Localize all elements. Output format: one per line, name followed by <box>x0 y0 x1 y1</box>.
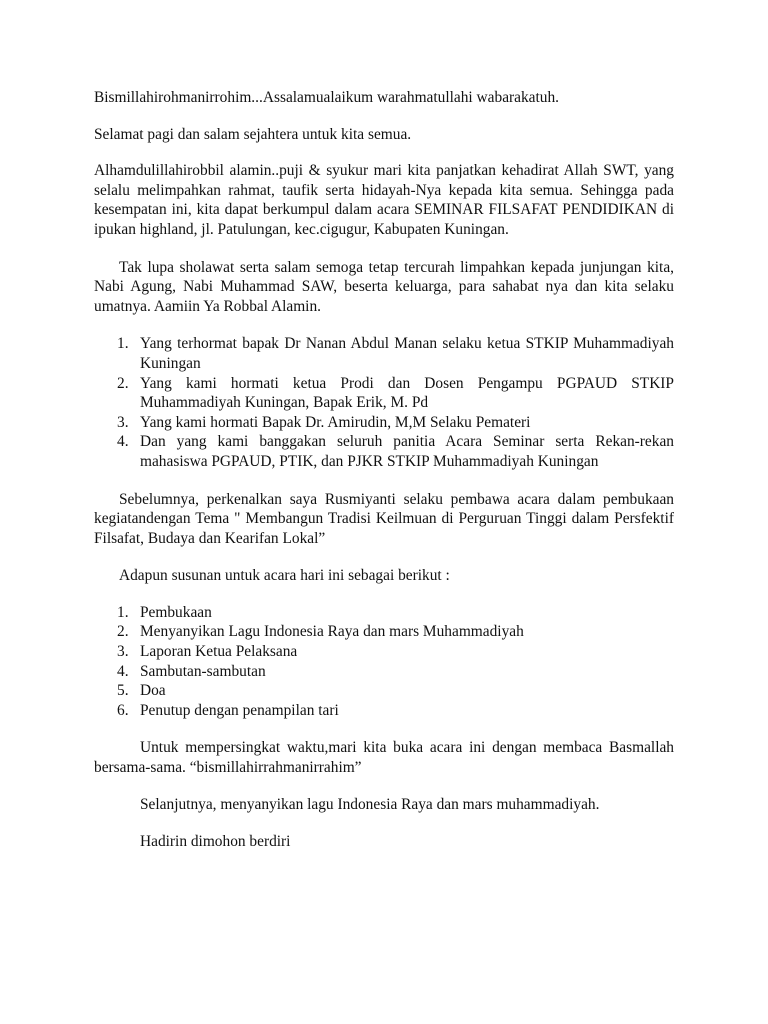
agenda-item <box>94 642 674 662</box>
agenda-item <box>94 662 674 682</box>
list-text: Sambutan-sambutan <box>140 662 266 680</box>
opening-salutation: Bismillahirohmanirrohim...Assalamualaikum warahmatullahi wabarakatuh. <box>94 89 560 106</box>
agenda-list <box>94 603 674 721</box>
list-text: Yang kami hormati Bapak Dr. Amirudin, M,M Selaku Pemateri <box>140 413 531 431</box>
list-text: Yang kami hormati ketua Prodi dan Dosen Pengampu PGPAUD STKIP Muhammadiyah Kuningan, Bapak Erik, M. Pd <box>140 374 674 412</box>
stand-instruction: Hadirin dimohon berdiri <box>140 833 291 851</box>
honorific-item <box>94 413 674 433</box>
agenda-item <box>94 622 674 642</box>
list-text: Yang terhormat bapak Dr Nanan Abdul Manan selaku ketua STKIP Muhammadiyah Kuningan <box>140 335 674 372</box>
list-number: 4. <box>117 433 129 451</box>
honorific-item <box>94 374 674 413</box>
anthem-paragraph: Selanjutnya, menyanyikan lagu Indonesia Raya dan mars muhammadiyah. <box>140 795 600 813</box>
list-number: 1. <box>117 335 129 353</box>
list-number: 4. <box>117 662 129 680</box>
agenda-intro: Adapun susunan untuk acara hari ini sebagai berikut : <box>119 567 450 585</box>
list-text: Laporan Ketua Pelaksana <box>140 643 298 661</box>
list-text: Dan yang kami banggakan seluruh panitia Acara Seminar serta Rekan-rekan mahasiswa PGPAUD, PTIK, dan PJKR STKIP Muhammadiyah Kuningan <box>140 433 674 470</box>
list-text: Penutup dengan penampilan tari <box>140 701 339 719</box>
list-text: Pembukaan <box>140 603 212 621</box>
agenda-item <box>94 681 674 701</box>
list-number: 3. <box>117 643 129 661</box>
introduction-paragraph: Sebelumnya, perkenalkan saya Rusmiyanti selaku pembawa acara dalam pembukaan kegiatandengan Tema " Membangun Tradisi Keilmuan di Perguruan Tinggi dalam Persfektif Filsafat, Budaya dan Kearifan Lokal” <box>94 490 674 547</box>
list-text: Menyanyikan Lagu Indonesia Raya dan mars Muhammadiyah <box>140 623 524 641</box>
agenda-item <box>94 701 674 721</box>
list-number: 6. <box>117 701 129 719</box>
list-number: 2. <box>117 623 129 641</box>
sholawat-paragraph: Tak lupa sholawat serta salam semoga tetap tercurah limpahkan kepada junjungan kita, Nabi Agung, Nabi Muhammad SAW, beserta keluarga, para sahabat nya dan kita selaku umatnya. Aamiin Ya Robbal Alamin. <box>94 258 674 315</box>
greeting-paragraph: Selamat pagi dan salam sejahtera untuk kita semua. <box>94 125 412 143</box>
list-number: 2. <box>117 374 129 392</box>
list-number: 3. <box>117 413 129 431</box>
honorifics-list <box>94 334 674 471</box>
agenda-item <box>94 603 674 623</box>
list-text: Doa <box>140 682 166 700</box>
list-number: 5. <box>117 682 129 700</box>
basmallah-paragraph: Untuk mempersingkat waktu,mari kita buka acara ini dengan membaca Basmallah bersama-sama. “bismillahirrahmanirrahim” <box>94 739 674 777</box>
document-page <box>94 88 674 852</box>
honorific-item <box>94 432 674 471</box>
gratitude-paragraph: Alhamdulillahirobbil alamin..puji & syukur mari kita panjatkan kehadirat Allah SWT, yang selalu melimpahkan rahmat, taufik serta hidayah-Nya kepada kita semua. Sehingga pada kesempatan ini, kita dapat berkumpul dalam acara SEMINAR FILSAFAT PENDIDIKAN di ipukan highland, jl. Patulungan, kec.cigugur, Kabupaten Kuningan. <box>94 162 674 238</box>
honorific-item <box>94 334 674 373</box>
list-number: 1. <box>117 603 129 621</box>
